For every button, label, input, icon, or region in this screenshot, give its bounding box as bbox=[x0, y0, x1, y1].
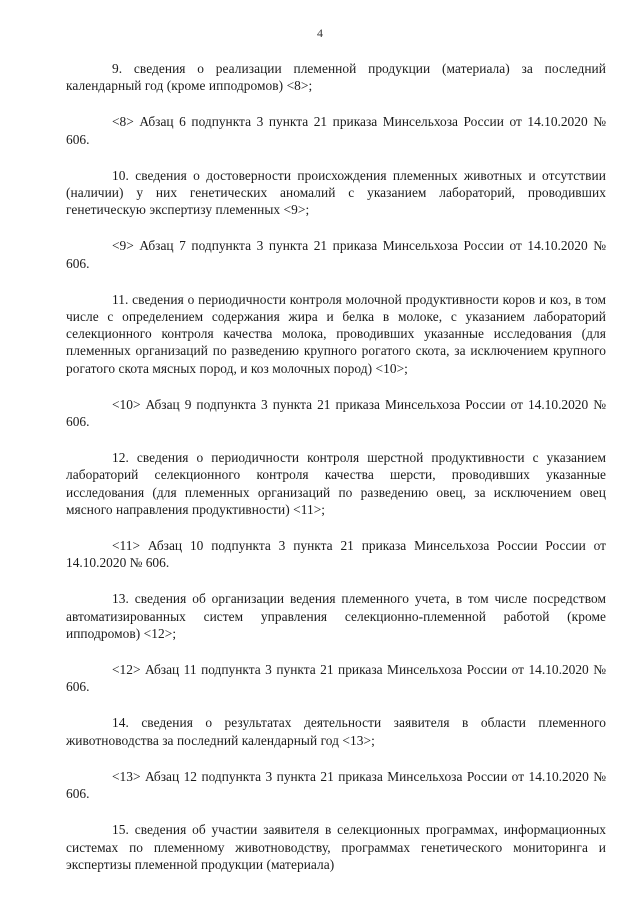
footnote-8: <8> Абзац 6 подпункта 3 пункта 21 приказа Минсельхоза России от 14.10.2020 № 606. bbox=[66, 114, 606, 147]
item-13: 13. сведения об организации ведения племенного учета, в том числе посредством автоматизированных систем управления селекционно-племенной работой (кроме ипподромов) <12>; bbox=[66, 591, 606, 641]
footnote-10: <10> Абзац 9 подпункта 3 пункта 21 приказа Минсельхоза России от 14.10.2020 № 606. bbox=[66, 396, 606, 430]
item-9: 9. сведения о реализации племенной продукции (материала) за последний календарный год (кроме ипподромов) <8>; bbox=[66, 61, 606, 94]
item-10: 10. сведения о достоверности происхождения племенных животных и отсутствии (наличии) у них генетических аномалий с указанием лабораторий, проводивших генетическую экспертизу племенных <9>; bbox=[66, 167, 606, 218]
document-body bbox=[66, 60, 606, 892]
footnote-13: <13> Абзац 12 подпункта 3 пункта 21 приказа Минсельхоза России от 14.10.2020 № 606. bbox=[66, 768, 606, 802]
item-15: 15. сведения об участии заявителя в селекционных программах, информационных системах по племенному животноводству, программах генетического мониторинга и экспертизы племенной продукции (материала) bbox=[66, 822, 606, 872]
page-number: 4 bbox=[317, 26, 323, 40]
item-12: 12. сведения о периодичности контроля шерстной продуктивности с указанием лабораторий селекционного контроля качества шерсти, проводивших указанные исследования (для племенных организаций по разведению овец, за исключением овец мясного направления продуктивности) <11>; bbox=[66, 450, 606, 517]
footnote-12: <12> Абзац 11 подпункта 3 пункта 21 приказа Минсельхоза России от 14.10.2020 № 606. bbox=[66, 662, 606, 695]
item-14: 14. сведения о результатах деятельности заявителя в области племенного животноводства за последний календарный год <13>; bbox=[66, 715, 606, 748]
item-11: 11. сведения о периодичности контроля молочной продуктивности коров и коз, в том числе с определением содержания жира и белка в молоке, с указанием лабораторий селекционного контроля качества молока, проводивших указанные исследования (для племенных организаций по разведению крупного рогатого скота, за исключением крупного рогатого скота мясных пород, и коз молочных пород) <10>; bbox=[66, 291, 606, 376]
footnote-11: <11> Абзац 10 подпункта 3 пункта 21 приказа Минсельхоза России России от 14.10.2020 № 606. bbox=[66, 538, 606, 571]
footnote-9: <9> Абзац 7 подпункта 3 пункта 21 приказа Минсельхоза России от 14.10.2020 № 606. bbox=[66, 238, 606, 271]
